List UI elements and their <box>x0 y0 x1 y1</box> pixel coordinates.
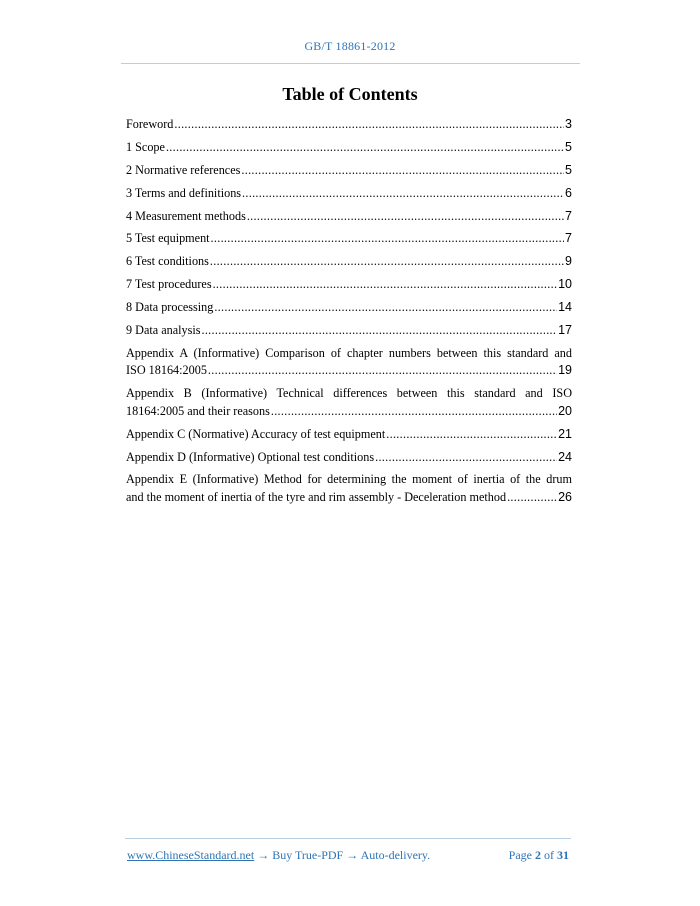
site-link[interactable]: www.ChineseStandard.net <box>127 848 255 862</box>
toc-dot-leader <box>507 489 557 507</box>
toc-dot-leader <box>201 322 557 340</box>
toc-entry-appendix-b[interactable] <box>126 385 572 420</box>
of-word: of <box>544 848 554 862</box>
toc-dot-leader <box>271 403 557 421</box>
toc-dot-leader <box>386 426 557 444</box>
toc-page-number: 10 <box>558 277 572 292</box>
toc-dot-leader <box>174 116 564 134</box>
header-divider <box>121 63 580 64</box>
toc-page-number: 20 <box>558 403 572 418</box>
toc-entry-terms-definitions[interactable] <box>126 185 572 203</box>
current-page-number: 2 <box>535 848 541 862</box>
toc-entry-normative-references[interactable] <box>126 162 572 180</box>
toc-entry-label-line2: and the moment of inertia of the tyre and rim assembly - Deceleration method <box>126 489 507 504</box>
total-pages-number: 31 <box>557 848 569 862</box>
toc-page-number: 19 <box>558 363 572 378</box>
toc-dot-leader <box>247 208 564 226</box>
toc-dot-leader <box>241 162 564 180</box>
toc-entry-label: 6 Test conditions <box>126 254 209 269</box>
page-title: Table of Contents <box>282 84 418 104</box>
toc-entry-appendix-d[interactable] <box>126 449 572 467</box>
toc-page-number: 14 <box>558 300 572 315</box>
table-of-contents <box>126 116 572 512</box>
page-word: Page <box>508 848 532 862</box>
toc-entry-label-line1: Appendix E (Informative) Method for determining the moment of inertia of the drum <box>126 472 572 487</box>
footer-promo <box>127 848 430 863</box>
toc-page-number: 5 <box>565 162 572 177</box>
arrow-icon: → <box>343 848 361 862</box>
toc-dot-leader <box>375 449 557 467</box>
toc-entry-data-processing[interactable] <box>126 299 572 317</box>
toc-entry-label: 9 Data analysis <box>126 323 201 338</box>
toc-page-number: 17 <box>558 323 572 338</box>
toc-entry-label: 5 Test equipment <box>126 231 210 246</box>
toc-page-number: 6 <box>565 185 572 200</box>
toc-dot-leader <box>214 299 557 317</box>
toc-entry-data-analysis[interactable] <box>126 322 572 340</box>
toc-dot-leader <box>242 185 564 203</box>
toc-entry-label-line1: Appendix B (Informative) Technical differences between this standard and ISO <box>126 386 572 401</box>
toc-page-number: 26 <box>558 489 572 504</box>
delivery-text: Auto-delivery. <box>360 848 431 862</box>
toc-entry-label-line2: 18164:2005 and their reasons <box>126 403 270 418</box>
toc-entry-appendix-e[interactable] <box>126 471 572 506</box>
toc-dot-leader <box>213 276 558 294</box>
toc-entry-test-procedures[interactable] <box>126 276 572 294</box>
toc-entry-label-line1: Appendix A (Informative) Comparison of chapter numbers between this standard and <box>126 345 572 360</box>
toc-dot-leader <box>211 230 565 248</box>
arrow-icon: → <box>254 848 273 862</box>
buy-text: Buy True-PDF <box>272 848 344 862</box>
toc-entry-foreword[interactable] <box>126 116 572 134</box>
toc-entry-label: Appendix D (Informative) Optional test conditions <box>126 449 375 464</box>
toc-entry-label: 7 Test procedures <box>126 277 212 292</box>
toc-entry-test-equipment[interactable] <box>126 230 572 248</box>
toc-page-number: 9 <box>565 254 572 269</box>
toc-dot-leader <box>166 139 564 157</box>
toc-entry-test-conditions[interactable] <box>126 253 572 271</box>
toc-entry-scope[interactable] <box>126 139 572 157</box>
toc-entry-measurement-methods[interactable] <box>126 208 572 226</box>
toc-entry-label: 2 Normative references <box>126 162 241 177</box>
page-header-standard-code: GB/T 18861-2012 <box>304 39 396 53</box>
toc-entry-label-line2: ISO 18164:2005 <box>126 363 207 378</box>
toc-entry-label: 8 Data processing <box>126 300 214 315</box>
toc-entry-appendix-a[interactable] <box>126 345 572 380</box>
toc-entry-label: 3 Terms and definitions <box>126 185 242 200</box>
toc-dot-leader <box>208 362 557 380</box>
toc-page-number: 24 <box>558 449 572 464</box>
toc-page-number: 7 <box>565 208 572 223</box>
page-indicator <box>509 848 569 863</box>
toc-entry-label: 1 Scope <box>126 139 165 154</box>
toc-page-number: 5 <box>565 139 572 154</box>
toc-page-number: 7 <box>565 231 572 246</box>
toc-page-number: 21 <box>558 426 572 441</box>
toc-entry-appendix-c[interactable] <box>126 426 572 444</box>
toc-dot-leader <box>210 253 564 271</box>
footer-divider <box>125 838 571 839</box>
toc-entry-label: Foreword <box>126 117 174 131</box>
toc-page-number: 3 <box>565 117 572 131</box>
toc-entry-label: 4 Measurement methods <box>126 208 246 223</box>
toc-entry-label: Appendix C (Normative) Accuracy of test equipment <box>126 426 386 441</box>
